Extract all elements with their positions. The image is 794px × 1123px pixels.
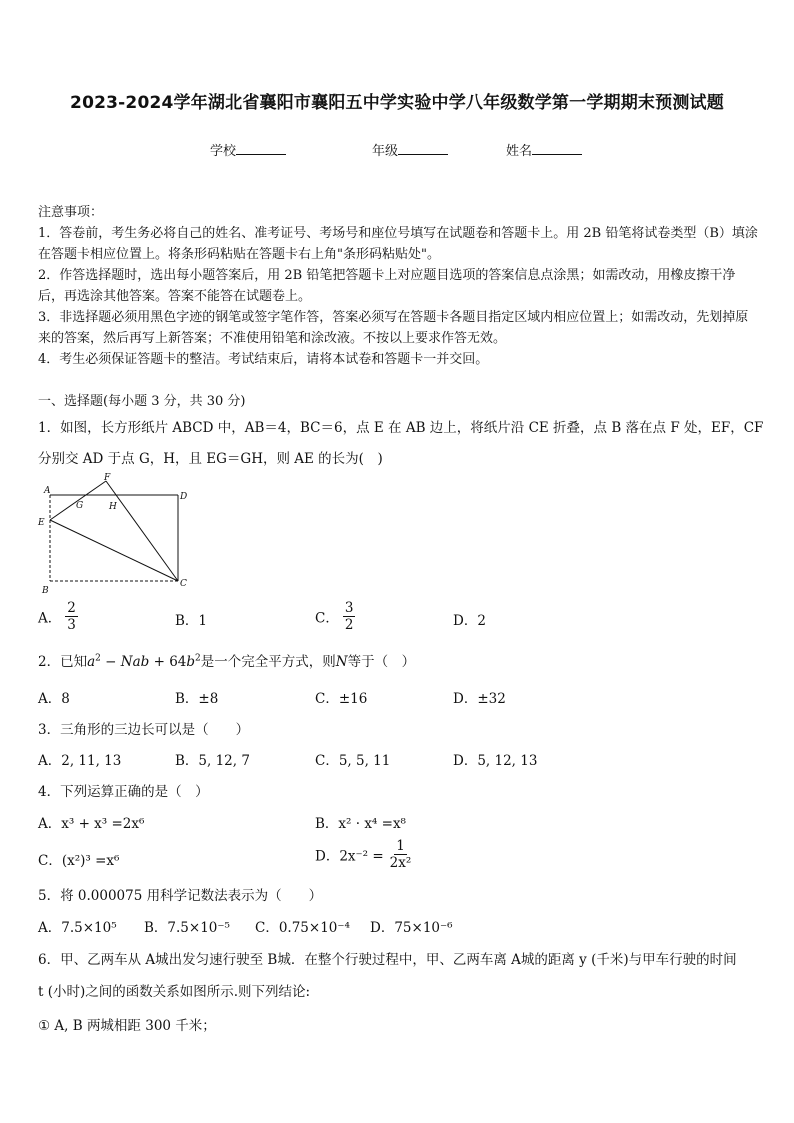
- q2-option-b: B．±8: [175, 691, 219, 707]
- q4-d-denominator: 2x²: [389, 855, 412, 871]
- q1-option-c: C． $\frac{3}{2}$: [315, 600, 354, 633]
- fig-label-F: F: [104, 473, 111, 483]
- q5-option-c: C．0.75×10⁻⁴: [255, 920, 350, 936]
- q4-option-d: D．2x⁻² = $\frac{1}{\text{2x²}}$: [315, 838, 412, 871]
- section-heading: 一、选择题(每小题 3 分，共 30 分): [38, 394, 246, 409]
- q3-option-b: B．5, 12, 7: [175, 753, 250, 769]
- q2-stem: 2．已知$a^2$ − Nab + $64b^2$是一个完全平方式，则N等于（ ）: [38, 653, 416, 670]
- q5-option-a: A．7.5×10⁵: [38, 920, 117, 936]
- q2-option-a: A．8: [38, 691, 70, 707]
- name-field: [506, 140, 582, 159]
- q6-line1: 6．甲、乙两车从 A城出发匀速行驶至 B城．在整个行驶过程中，甲、乙两车离 A城的距离 y (千米)与甲车行驶的时间: [38, 952, 737, 968]
- q1-option-a: A． $\frac{2}{3}$: [38, 600, 76, 633]
- q3-option-a: A．2, 11, 13: [38, 753, 122, 769]
- q1-c-denominator: 2: [344, 617, 354, 633]
- q6-line3: ① A, B 两城相距 300 千米；: [38, 1018, 216, 1034]
- name-blank: [532, 142, 582, 155]
- q1-line1: 1．如图，长方形纸片 ABCD 中，AB＝4，BC＝6，点 E 在 AB 边上，将纸片沿 CE 折叠，点 B 落在点 F 处，EF，CF: [38, 420, 764, 436]
- q4-d-numerator: 1: [396, 838, 405, 854]
- grade-blank: [398, 142, 448, 155]
- q4-stem: 4．下列运算正确的是（ ）: [38, 784, 209, 800]
- fig-label-H: H: [109, 502, 117, 512]
- fig-line-EC: [50, 520, 178, 581]
- page-title: 2023-2024学年湖北省襄阳市襄阳五中学实验中学八年级数学第一学期期末预测试题: [70, 93, 724, 113]
- q3-option-d: D．5, 12, 13: [453, 753, 538, 769]
- q1-a-denominator: 3: [67, 617, 76, 633]
- q5-stem: 5．将 0.000075 用科学记数法表示为（ ）: [38, 888, 323, 904]
- note-item-4: 4．考生必须保证答题卡的整洁。考试结束后，请将本试卷和答题卡一并交回。: [38, 352, 489, 367]
- q1-option-b: B．1: [175, 613, 208, 629]
- q5-option-d: D．75×10⁻⁶: [370, 920, 453, 936]
- q6-line2: t (小时)之间的函数关系如图所示.则下列结论:: [38, 984, 311, 1000]
- fig-label-C: C: [180, 579, 187, 589]
- q1-figure: [34, 472, 204, 598]
- q1-a-numerator: 2: [67, 600, 76, 616]
- q5-option-b: B．7.5×10⁻⁵: [144, 920, 230, 936]
- q1-line2: 分别交 AD 于点 G，H，且 EG＝GH，则 AE 的长为( ): [38, 451, 383, 467]
- fig-label-G: G: [76, 501, 84, 511]
- fig-label-B: B: [42, 586, 49, 596]
- q3-stem: 3．三角形的三边长可以是（ ）: [38, 722, 250, 738]
- school-blank: [236, 142, 286, 155]
- grade-label: 年级: [372, 144, 399, 159]
- q2-option-d: D．±32: [453, 691, 506, 707]
- q4-option-c: C．(x²)³ =x⁶: [38, 853, 120, 869]
- q2-option-c: C．±16: [315, 691, 368, 707]
- fig-label-E: E: [38, 518, 45, 528]
- note-item-3: 3．非选择题必须用黑色字迹的钢笔或签字笔作答，答案必须写在答题卡各题目指定区域内相应位置上；如需改动，先划掉原来的答案，然后再写上新答案；不准使用铅笔和涂改液。不按以上要求作答无效。: [38, 310, 749, 346]
- fig-line-FC: [106, 481, 178, 581]
- school-label: 学校: [210, 144, 237, 159]
- grade-field: [372, 140, 448, 159]
- name-label: 姓名: [506, 144, 533, 159]
- fig-label-A: A: [44, 486, 51, 496]
- q4-option-b: B．x² · x⁴ =x⁸: [315, 816, 406, 832]
- q1-option-d: D．2: [453, 613, 486, 629]
- fig-label-D: D: [180, 492, 188, 502]
- q1-c-numerator: 3: [344, 600, 354, 616]
- note-item-1: 1．答卷前，考生务必将自己的姓名、准考证号、考场号和座位号填写在试题卷和答题卡上。用 2B 铅笔将试卷类型（B）填涂在答题卡相应位置上。将条形码粘贴在答题卡右上角"条形码粘贴处"。: [38, 226, 758, 262]
- note-item-2: 2．作答选择题时，选出每小题答案后，用 2B 铅笔把答题卡上对应题目选项的答案信息点涂黑；如需改动，用橡皮擦干净后，再选涂其他答案。答案不能答在试题卷上。: [38, 268, 736, 304]
- q3-option-c: C．5, 5, 11: [315, 753, 391, 769]
- notes-block: [38, 202, 758, 370]
- q4-option-a: A．x³ + x³ =2x⁶: [38, 816, 145, 832]
- school-field: [210, 140, 286, 159]
- notes-heading: 注意事项：: [38, 205, 104, 220]
